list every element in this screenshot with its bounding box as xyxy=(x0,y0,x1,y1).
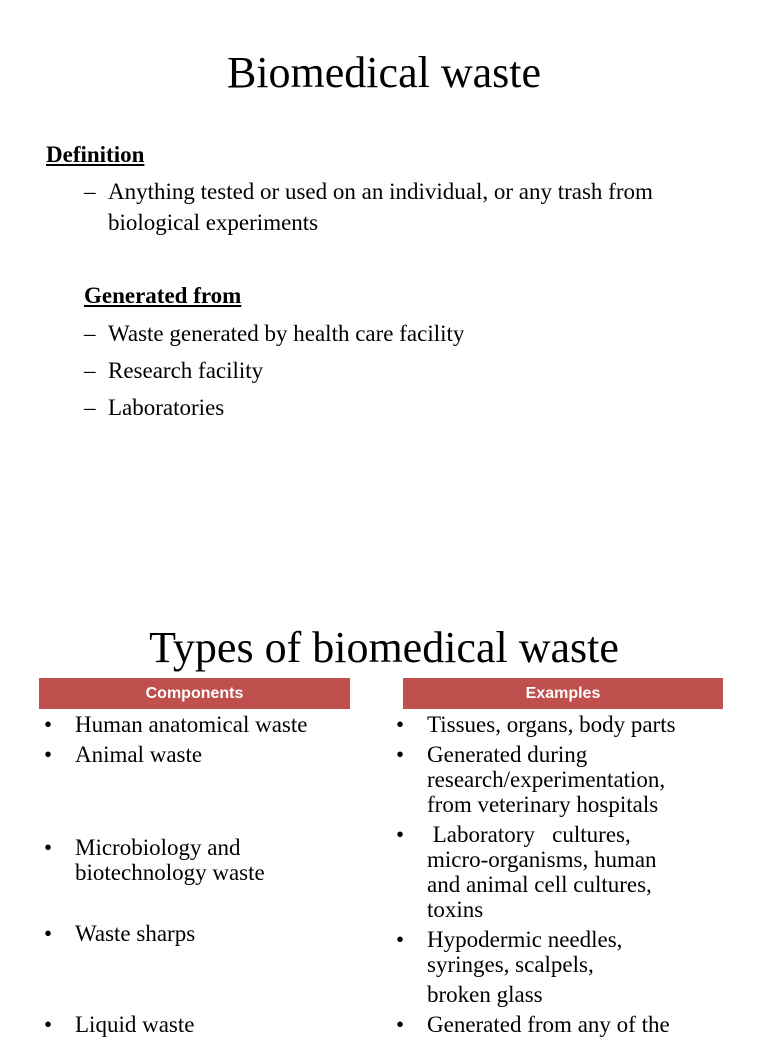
example-line: research/experimentation, xyxy=(427,767,666,792)
generated-item-text: Research facility xyxy=(108,358,264,383)
example-item xyxy=(396,822,726,922)
example-line: from veterinary hospitals xyxy=(427,792,659,817)
bullet-marker: • xyxy=(396,927,405,952)
generated-item xyxy=(84,355,584,386)
component-line: biotechnology waste xyxy=(75,860,265,885)
dash-marker: – xyxy=(84,179,96,204)
example-item xyxy=(396,742,726,817)
definition-heading: Definition xyxy=(46,142,145,167)
example-item xyxy=(396,1012,726,1037)
definition-item xyxy=(84,176,744,238)
component-line: Human anatomical waste xyxy=(75,712,308,737)
bullet-marker: • xyxy=(44,742,53,767)
bullet-marker: • xyxy=(396,822,405,847)
component-item xyxy=(44,712,354,737)
component-item xyxy=(44,835,354,885)
example-line: Tissues, organs, body parts xyxy=(427,712,676,737)
examples-header: Examples xyxy=(403,678,723,709)
bullet-marker: • xyxy=(44,835,53,860)
example-line: toxins xyxy=(427,897,484,922)
bullet-marker: • xyxy=(44,712,53,737)
dash-marker: – xyxy=(84,321,96,346)
slide-title: Types of biomedical waste xyxy=(149,623,619,672)
example-line: Laboratory cultures, xyxy=(427,822,631,847)
component-item xyxy=(44,742,354,767)
bullet-marker: • xyxy=(44,921,53,946)
bullet-marker: • xyxy=(396,712,405,737)
bullet-marker: • xyxy=(396,742,405,767)
bullet-marker: • xyxy=(44,1012,53,1037)
example-line: Generated during xyxy=(427,742,588,767)
definition-line: biological experiments xyxy=(108,210,319,235)
components-header: Components xyxy=(39,678,350,709)
dash-marker: – xyxy=(84,358,96,383)
example-line: broken glass xyxy=(427,982,543,1007)
component-item xyxy=(44,921,354,946)
generated-item xyxy=(84,318,584,349)
component-line: Waste sharps xyxy=(75,921,196,946)
generated-item xyxy=(84,392,584,423)
generated-from-heading: Generated from xyxy=(84,283,242,308)
component-item xyxy=(44,1012,354,1037)
generated-item-text: Laboratories xyxy=(108,395,225,420)
example-item xyxy=(396,927,726,1007)
example-item xyxy=(396,712,726,737)
example-line: micro-organisms, human xyxy=(427,847,657,872)
dash-marker: – xyxy=(84,395,96,420)
example-line: syringes, scalpels, xyxy=(427,952,594,977)
slide-title: Biomedical waste xyxy=(226,48,541,97)
example-line: Hypodermic needles, xyxy=(427,927,623,952)
component-line: Liquid waste xyxy=(75,1012,195,1037)
component-line: Microbiology and xyxy=(75,835,241,860)
component-line: Animal waste xyxy=(75,742,203,767)
bullet-marker: • xyxy=(396,1012,405,1037)
definition-line: Anything tested or used on an individual, or any trash from xyxy=(108,179,653,204)
example-line: Generated from any of the xyxy=(427,1012,670,1037)
example-line: and animal cell cultures, xyxy=(427,872,652,897)
generated-item-text: Waste generated by health care facility xyxy=(108,321,465,346)
